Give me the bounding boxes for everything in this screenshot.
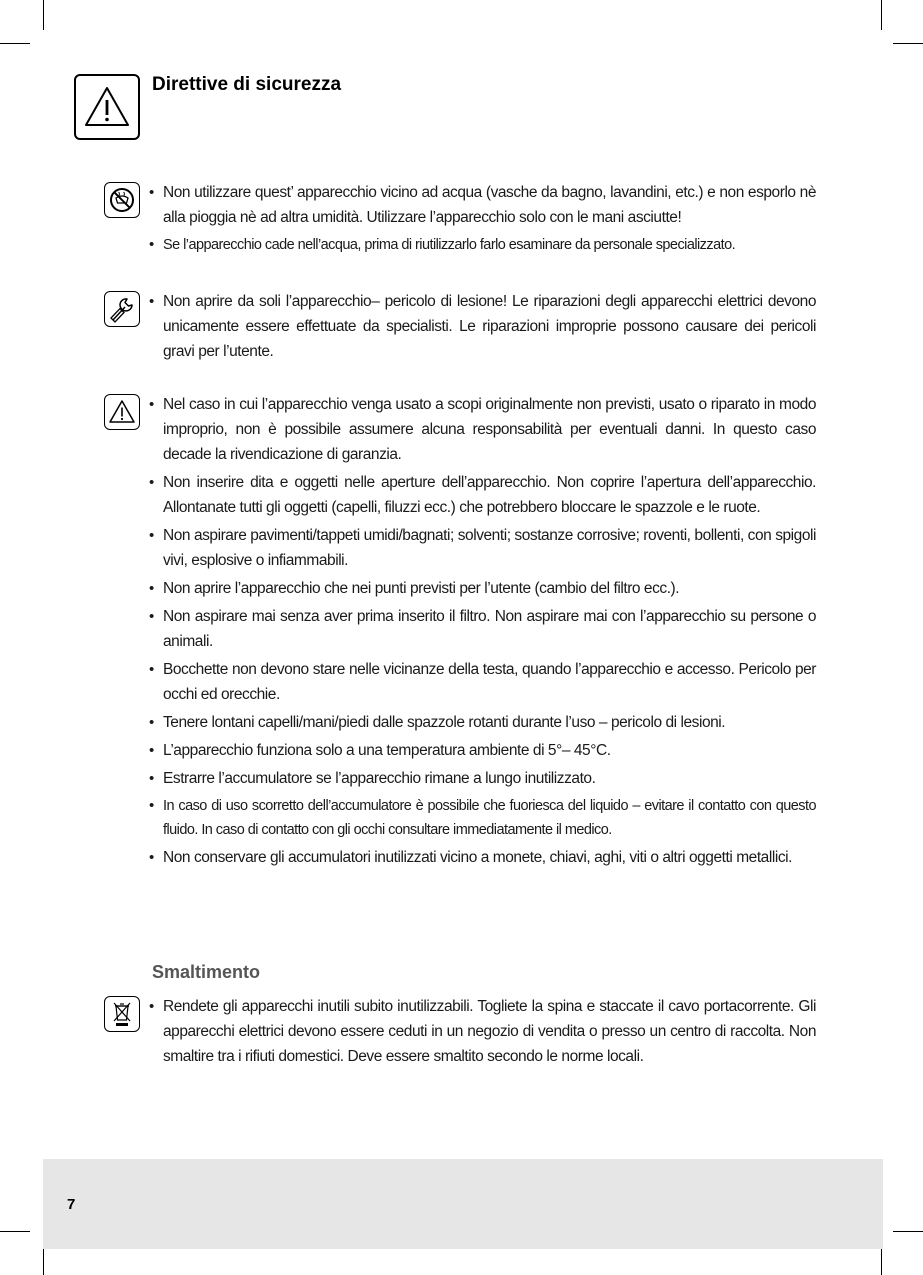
crop-mark bbox=[893, 1231, 923, 1232]
list-item: • Se l’apparecchio cade nell’acqua, prima di riutilizzarlo farlo esaminare da personale specializzato. bbox=[148, 233, 816, 257]
bullet-list bbox=[148, 289, 816, 367]
warning-triangle-icon bbox=[74, 74, 140, 140]
crop-mark bbox=[0, 1231, 30, 1232]
list-item: • Rendete gli apparecchi inutili subito inutilizzabili. Togliete la spina e staccate il cavo portacorrente. Gli apparecchi elettrici devono essere ceduti in un negozio di vendita o presso un centro di raccolta. Non smaltire tra i rifiuti domestici. Deve essere smaltito secondo le norme locali. bbox=[148, 994, 816, 1069]
no-water-icon bbox=[104, 182, 140, 218]
list-item: • L’apparecchio funziona solo a una temperatura ambiente di 5°– 45°C. bbox=[148, 738, 816, 763]
crop-mark bbox=[881, 0, 882, 30]
list-item: • Non inserire dita e oggetti nelle aperture dell’apparecchio. Non coprire l’apertura dell’apparecchio. Allontanate tutti gli oggetti (capelli, filuzzi ecc.) che potrebbero bloccare le spazzole e le ruote. bbox=[148, 470, 816, 520]
crop-mark bbox=[893, 43, 923, 44]
list-item: • Nel caso in cui l’apparecchio venga usato a scopi originalmente non previsti, usato o riparato in modo improprio, non è possibile assumere alcuna responsabilità per eventuali danni. In questo caso decade la rivendicazione di garanzia. bbox=[148, 392, 816, 467]
list-item: • Non aspirare mai senza aver prima inserito il filtro. Non aspirare mai con l’apparecchio su persone o animali. bbox=[148, 604, 816, 654]
list-item: • In caso di uso scorretto dell’accumulatore è possibile che fuoriesca del liquido – evitare il contatto con questo fluido. In caso di contatto con gli occhi consultare immediatamente il medico. bbox=[148, 794, 816, 842]
page-footer bbox=[43, 1159, 883, 1249]
list-item: • Non aprire l’apparecchio che nei punti previsti per l’utente (cambio del filtro ecc.). bbox=[148, 576, 816, 601]
page-number: 7 bbox=[67, 1196, 76, 1213]
bullet-list bbox=[148, 180, 816, 260]
bullet-list bbox=[148, 994, 816, 1072]
crop-mark bbox=[43, 0, 44, 30]
crop-mark bbox=[881, 1245, 882, 1275]
list-item: • Non aspirare pavimenti/tappeti umidi/bagnati; solventi; sostanze corrosive; roventi, bollenti, con spigoli vivi, esplosive o infiammabili. bbox=[148, 523, 816, 573]
disposal-title: Smaltimento bbox=[152, 962, 261, 982]
list-item: • Non utilizzare quest’ apparecchio vicino ad acqua (vasche da bagno, lavandini, etc.) e non esporlo nè alla pioggia nè ad altra umidità. Utilizzare l’apparecchio solo con le mani asciutte! bbox=[148, 180, 816, 230]
list-item: • Non aprire da soli l’apparecchio– pericolo di lesione! Le riparazioni degli apparecchi elettrici devono unicamente essere effettuate da specialisti. Le riparazioni improprie possono causare dei pericoli gravi per l’utente. bbox=[148, 289, 816, 364]
list-item: • Tenere lontani capelli/mani/piedi dalle spazzole rotanti durante l’uso – pericolo di lesioni. bbox=[148, 710, 816, 735]
wrench-icon bbox=[104, 291, 140, 327]
bullet-list bbox=[148, 392, 816, 873]
section-title: Direttive di sicurezza bbox=[152, 74, 342, 95]
crop-mark bbox=[43, 1245, 44, 1275]
list-item: • Bocchette non devono stare nelle vicinanze della testa, quando l’apparecchio e accesso. Pericolo per occhi ed orecchie. bbox=[148, 657, 816, 707]
list-item: • Non conservare gli accumulatori inutilizzati vicino a monete, chiavi, aghi, viti o altri oggetti metallici. bbox=[148, 845, 816, 870]
crop-mark bbox=[0, 43, 30, 44]
crossed-bin-icon bbox=[104, 996, 140, 1032]
warning-triangle-icon bbox=[104, 394, 140, 430]
list-item: • Estrarre l’accumulatore se l’apparecchio rimane a lungo inutilizzato. bbox=[148, 766, 816, 791]
